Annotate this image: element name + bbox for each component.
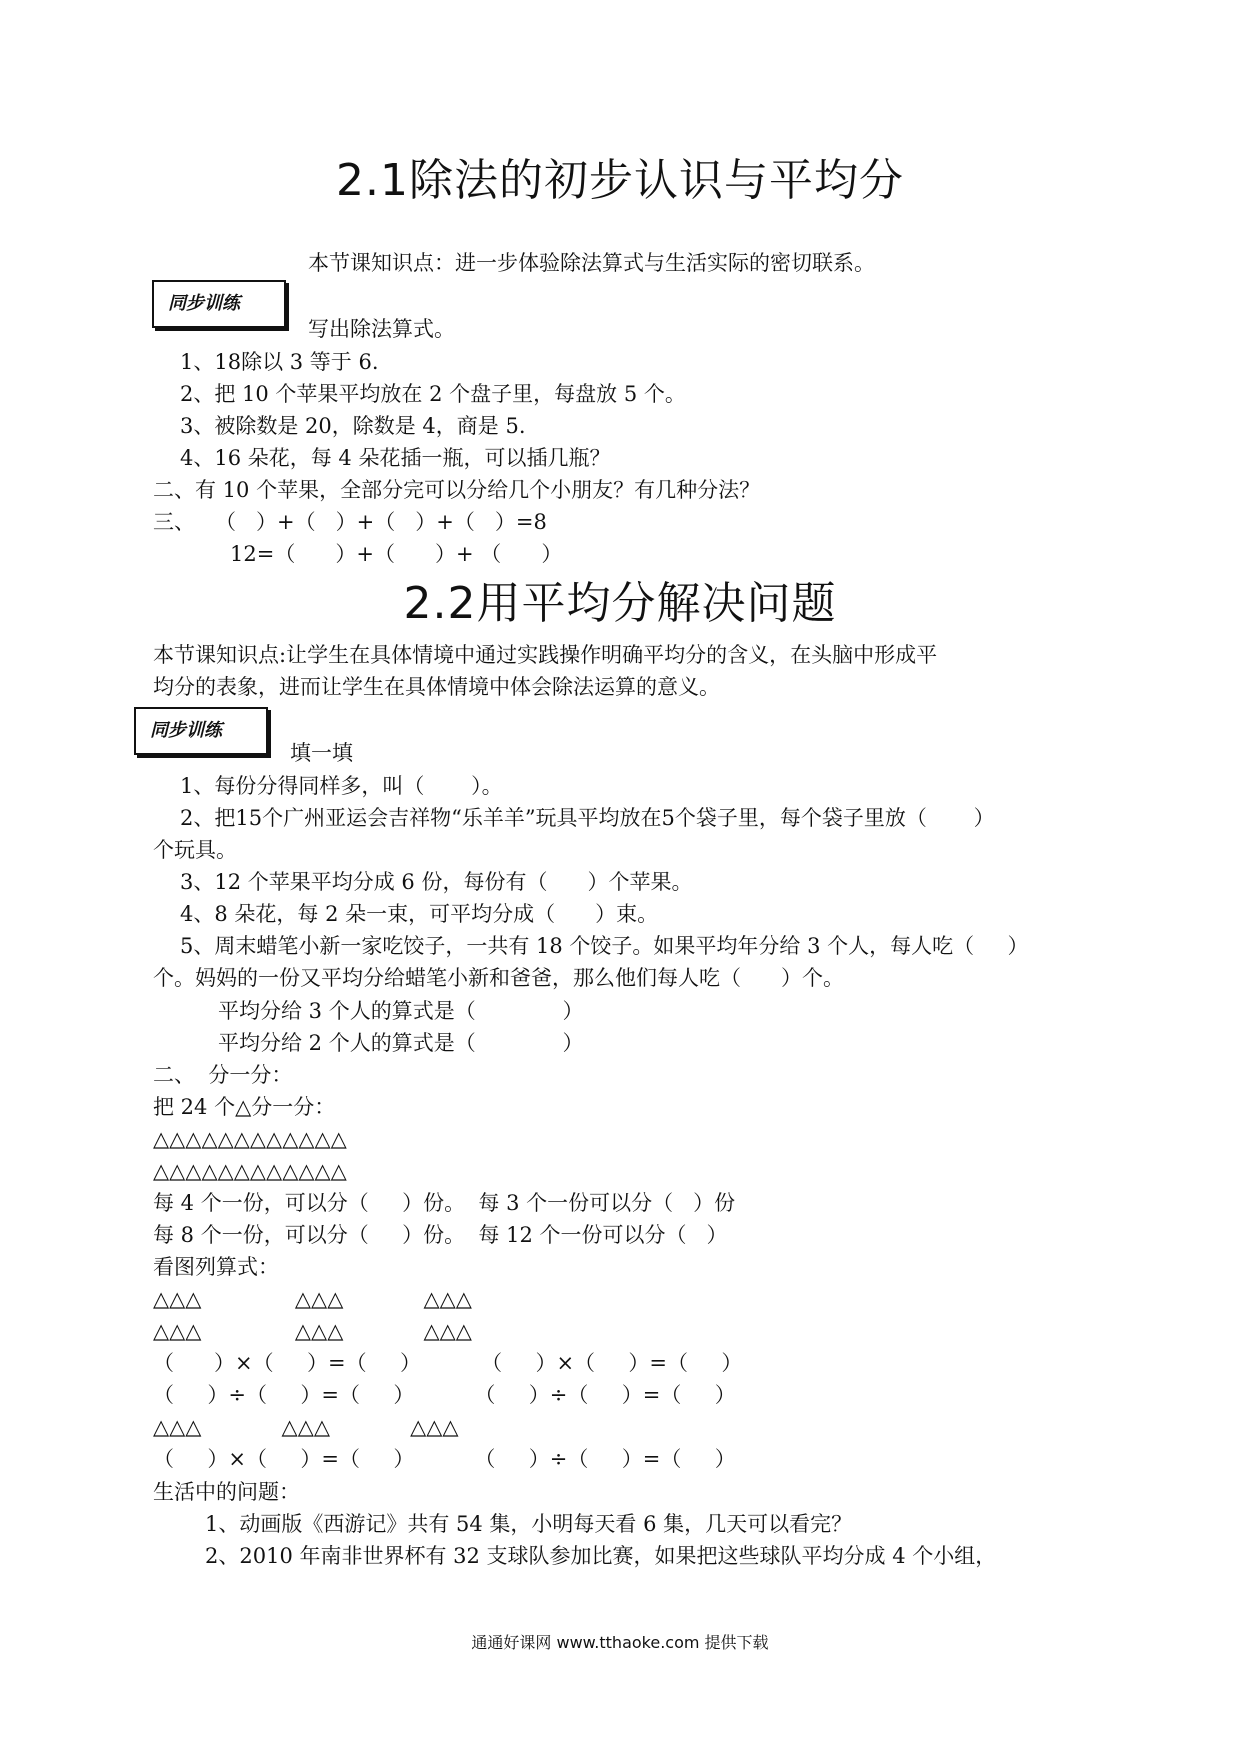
equation-line: （ ）×（ ）=（ ） （ ）÷（ ）=（ ） [153, 1447, 736, 1471]
fill-title: 填一填 [290, 741, 353, 765]
life-item: 1、动画版《西游记》共有 54 集，小明每天看 6 集，几天可以看完？ [205, 1512, 853, 1536]
part2-title: 二、 分一分： [153, 1063, 293, 1087]
footer: 通通好课网 www.tthaoke.com 提供下载 [471, 1633, 769, 1652]
fill-item: 2、把15个广州亚运会吉祥物“乐羊羊”玩具平均放在5个袋子里，每个袋子里放（ ） [180, 806, 995, 830]
equation-line: （ ）×（ ）=（ ） （ ）×（ ）=（ ） [153, 1351, 743, 1375]
fill-item: 个。妈妈的一份又平均分给蜡笔小新和爸爸，那么他们每人吃（ ）个。 [153, 966, 845, 990]
section2-tag: 同步训练 [134, 707, 268, 755]
equation-line: （ ）÷（ ）=（ ） （ ）÷（ ）=（ ） [153, 1383, 736, 1407]
fill-item: 平均分给 2 个人的算式是（ ） [218, 1031, 584, 1055]
section1-item: 4、16 朵花，每 4 朵花插一瓶，可以插几瓶？ [180, 446, 611, 470]
section1-item: 2、把 10 个苹果平均放在 2 个盘子里，每盘放 5 个。 [180, 382, 686, 406]
life-title: 生活中的问题： [153, 1480, 300, 1504]
fill-item: 4、8 朵花，每 2 朵一束，可平均分成（ ）束。 [180, 902, 659, 926]
divide-line: 每 8 个一份，可以分（ ）份。 每 12 个一份可以分（ ） [153, 1223, 728, 1247]
fill-item: 1、每份分得同样多，叫（ ）。 [180, 774, 503, 798]
fill-item: 3、12 个苹果平均分成 6 份，每份有（ ）个苹果。 [180, 870, 693, 894]
section1-title: 2.1除法的初步认识与平均分 [336, 155, 904, 206]
triangles-row: △△△△△△△△△△△△ [153, 1127, 347, 1151]
groups-row: △△△ △△△ △△△ [153, 1319, 472, 1343]
fill-item: 平均分给 3 个人的算式是（ ） [218, 999, 584, 1023]
section1-q3-line1: 三、 （ ）+（ ）+（ ）+（ ）=8 [153, 510, 547, 534]
section1-instruction: 写出除法算式。 [308, 317, 455, 341]
part2-intro: 把 24 个△分一分： [153, 1095, 336, 1119]
section2-knowledge-line2: 均分的表象，进而让学生在具体情境中体会除法运算的意义。 [153, 675, 720, 699]
fill-item: 5、周末蜡笔小新一家吃饺子，一共有 18 个饺子。如果平均年分给 3 个人，每人吃（ ） [180, 934, 1029, 958]
groups-row: △△△ △△△ △△△ [153, 1287, 472, 1311]
section1-knowledge: 本节课知识点：进一步体验除法算式与生活实际的密切联系。 [308, 251, 875, 275]
fill-item: 个玩具。 [153, 838, 237, 862]
life-item: 2、2010 年南非世界杯有 32 支球队参加比赛，如果把这些球队平均分成 4 个小组， [205, 1544, 997, 1568]
section1-q2: 二、有 10 个苹果，全部分完可以分给几个小朋友？有几种分法？ [153, 478, 761, 502]
section1-tag: 同步训练 [152, 280, 286, 328]
section1-item: 1、18除以 3 等于 6. [180, 350, 379, 374]
section2-knowledge-line1: 本节课知识点:让学生在具体情境中通过实践操作明确平均分的含义，在头脑中形成平 [153, 643, 938, 667]
divide-line: 每 4 个一份，可以分（ ）份。 每 3 个一份可以分（ ）份 [153, 1191, 736, 1215]
section2-title: 2.2用平均分解决问题 [403, 578, 837, 629]
triangles-row: △△△△△△△△△△△△ [153, 1159, 347, 1183]
section1-q3-line2: 12=（ ）+（ ）+ （ ） [230, 542, 563, 566]
look-title: 看图列算式： [153, 1255, 279, 1279]
section1-item: 3、被除数是 20，除数是 4，商是 5. [180, 414, 526, 438]
groups-row: △△△ △△△ △△△ [153, 1415, 459, 1439]
